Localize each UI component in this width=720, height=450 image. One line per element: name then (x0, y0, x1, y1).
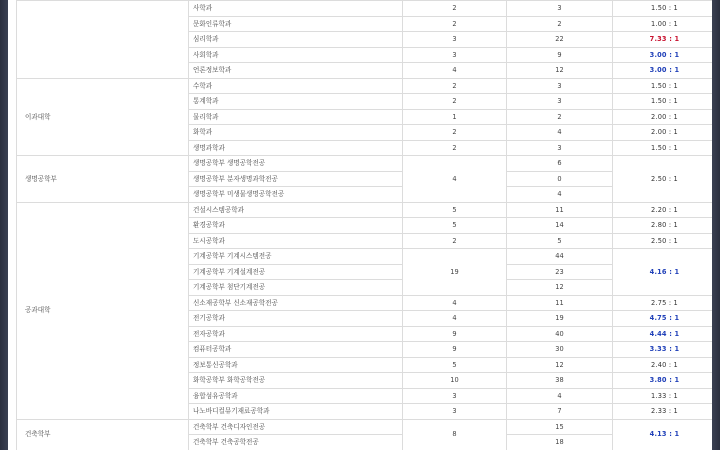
quota-cell: 9 (403, 326, 507, 342)
applicants-cell: 14 (507, 218, 613, 234)
quota-cell: 2 (403, 1, 507, 17)
applicants-cell: 23 (507, 264, 613, 280)
quota-cell: 3 (403, 404, 507, 420)
ratio-cell: 1.50 : 1 (613, 140, 713, 156)
table-row (17, 1, 713, 17)
quota-cell: 8 (403, 419, 507, 450)
ratio-cell: 4.75 : 1 (613, 311, 713, 327)
table-row (17, 78, 713, 94)
department-cell: 기계공학부 첨단기계전공 (189, 280, 403, 296)
department-cell: 나노바디컬뮤기재료공학과 (189, 404, 403, 420)
quota-cell: 10 (403, 373, 507, 389)
quota-cell: 5 (403, 202, 507, 218)
ratio-cell: 4.16 : 1 (613, 249, 713, 296)
quota-cell: 2 (403, 140, 507, 156)
applicants-cell: 0 (507, 171, 613, 187)
applicants-cell: 11 (507, 202, 613, 218)
department-cell: 정보통신공학과 (189, 357, 403, 373)
applicants-cell: 12 (507, 357, 613, 373)
ratio-cell: 2.75 : 1 (613, 295, 713, 311)
ratio-cell: 1.50 : 1 (613, 78, 713, 94)
table-body (17, 1, 713, 450)
applicants-cell: 44 (507, 249, 613, 265)
department-cell: 융합섬유공학과 (189, 388, 403, 404)
applicants-cell: 7 (507, 404, 613, 420)
department-cell: 기계공학부 기계설계전공 (189, 264, 403, 280)
department-cell: 건설시스템공학과 (189, 202, 403, 218)
ratio-cell: 2.00 : 1 (613, 109, 713, 125)
quota-cell: 2 (403, 125, 507, 141)
department-cell: 통계학과 (189, 94, 403, 110)
applicants-cell: 2 (507, 109, 613, 125)
ratio-cell: 2.00 : 1 (613, 125, 713, 141)
department-cell: 언론정보학과 (189, 63, 403, 79)
ratio-cell: 1.50 : 1 (613, 1, 713, 17)
college-cell: 생명공학부 (17, 156, 189, 203)
applicants-cell: 22 (507, 32, 613, 48)
competition-ratio-table (16, 0, 712, 450)
quota-cell: 1 (403, 109, 507, 125)
applicants-cell: 4 (507, 125, 613, 141)
ratio-cell: 2.50 : 1 (613, 156, 713, 203)
quota-cell: 2 (403, 78, 507, 94)
table-row (17, 156, 713, 172)
department-cell: 수학과 (189, 78, 403, 94)
department-cell: 사학과 (189, 1, 403, 17)
department-cell: 문화인류학과 (189, 16, 403, 32)
applicants-cell: 12 (507, 63, 613, 79)
applicants-cell: 18 (507, 435, 613, 450)
applicants-cell: 38 (507, 373, 613, 389)
department-cell: 생명공학부 생명공학전공 (189, 156, 403, 172)
quota-cell: 4 (403, 156, 507, 203)
department-cell: 생명공학부 분자생명과학전공 (189, 171, 403, 187)
page-content (8, 0, 712, 450)
college-cell: 이과대학 (17, 78, 189, 156)
quota-cell: 9 (403, 342, 507, 358)
quota-cell: 2 (403, 94, 507, 110)
ratio-cell: 2.33 : 1 (613, 404, 713, 420)
ratio-cell: 7.33 : 1 (613, 32, 713, 48)
ratio-cell: 1.00 : 1 (613, 16, 713, 32)
table-row (17, 202, 713, 218)
applicants-cell: 11 (507, 295, 613, 311)
applicants-cell: 3 (507, 78, 613, 94)
department-cell: 화학과 (189, 125, 403, 141)
quota-cell: 4 (403, 295, 507, 311)
applicants-cell: 3 (507, 1, 613, 17)
quota-cell: 3 (403, 47, 507, 63)
department-cell: 전자공학과 (189, 326, 403, 342)
applicants-cell: 12 (507, 280, 613, 296)
department-cell: 건축학부 건축공학전공 (189, 435, 403, 450)
quota-cell: 19 (403, 249, 507, 296)
applicants-cell: 19 (507, 311, 613, 327)
quota-cell: 4 (403, 311, 507, 327)
applicants-cell: 2 (507, 16, 613, 32)
ratio-cell: 3.00 : 1 (613, 47, 713, 63)
quota-cell: 5 (403, 357, 507, 373)
department-cell: 화학공학부 화학공학전공 (189, 373, 403, 389)
college-cell: 건축학부 (17, 419, 189, 450)
ratio-cell: 4.13 : 1 (613, 419, 713, 450)
quota-cell: 5 (403, 218, 507, 234)
applicants-cell: 4 (507, 388, 613, 404)
department-cell: 전기공학과 (189, 311, 403, 327)
applicants-cell: 15 (507, 419, 613, 435)
applicants-cell: 40 (507, 326, 613, 342)
applicants-cell: 3 (507, 140, 613, 156)
applicants-cell: 4 (507, 187, 613, 203)
ratio-cell: 1.33 : 1 (613, 388, 713, 404)
department-cell: 사회학과 (189, 47, 403, 63)
department-cell: 도시공학과 (189, 233, 403, 249)
ratio-cell: 3.00 : 1 (613, 63, 713, 79)
quota-cell: 4 (403, 63, 507, 79)
left-frame-edge (0, 0, 8, 450)
department-cell: 기계공학부 기계시스템전공 (189, 249, 403, 265)
ratio-cell: 1.50 : 1 (613, 94, 713, 110)
department-cell: 심리학과 (189, 32, 403, 48)
applicants-cell: 5 (507, 233, 613, 249)
college-cell (17, 1, 189, 79)
quota-cell: 3 (403, 388, 507, 404)
ratio-cell: 3.80 : 1 (613, 373, 713, 389)
department-cell: 물리학과 (189, 109, 403, 125)
quota-cell: 2 (403, 233, 507, 249)
college-cell: 공과대학 (17, 202, 189, 419)
ratio-cell: 2.50 : 1 (613, 233, 713, 249)
department-cell: 컴퓨터공학과 (189, 342, 403, 358)
ratio-cell: 4.44 : 1 (613, 326, 713, 342)
quota-cell: 2 (403, 16, 507, 32)
right-frame-edge (712, 0, 720, 450)
applicants-cell: 30 (507, 342, 613, 358)
applicants-cell: 6 (507, 156, 613, 172)
department-cell: 생명과학과 (189, 140, 403, 156)
department-cell: 생명공학부 미생물생명공학전공 (189, 187, 403, 203)
ratio-cell: 2.40 : 1 (613, 357, 713, 373)
applicants-cell: 9 (507, 47, 613, 63)
ratio-cell: 2.20 : 1 (613, 202, 713, 218)
department-cell: 신소재공학부 신소재공학전공 (189, 295, 403, 311)
applicants-cell: 3 (507, 94, 613, 110)
department-cell: 환경공학과 (189, 218, 403, 234)
table-row (17, 419, 713, 435)
ratio-cell: 2.80 : 1 (613, 218, 713, 234)
department-cell: 건축학부 건축디자인전공 (189, 419, 403, 435)
quota-cell: 3 (403, 32, 507, 48)
ratio-cell: 3.33 : 1 (613, 342, 713, 358)
